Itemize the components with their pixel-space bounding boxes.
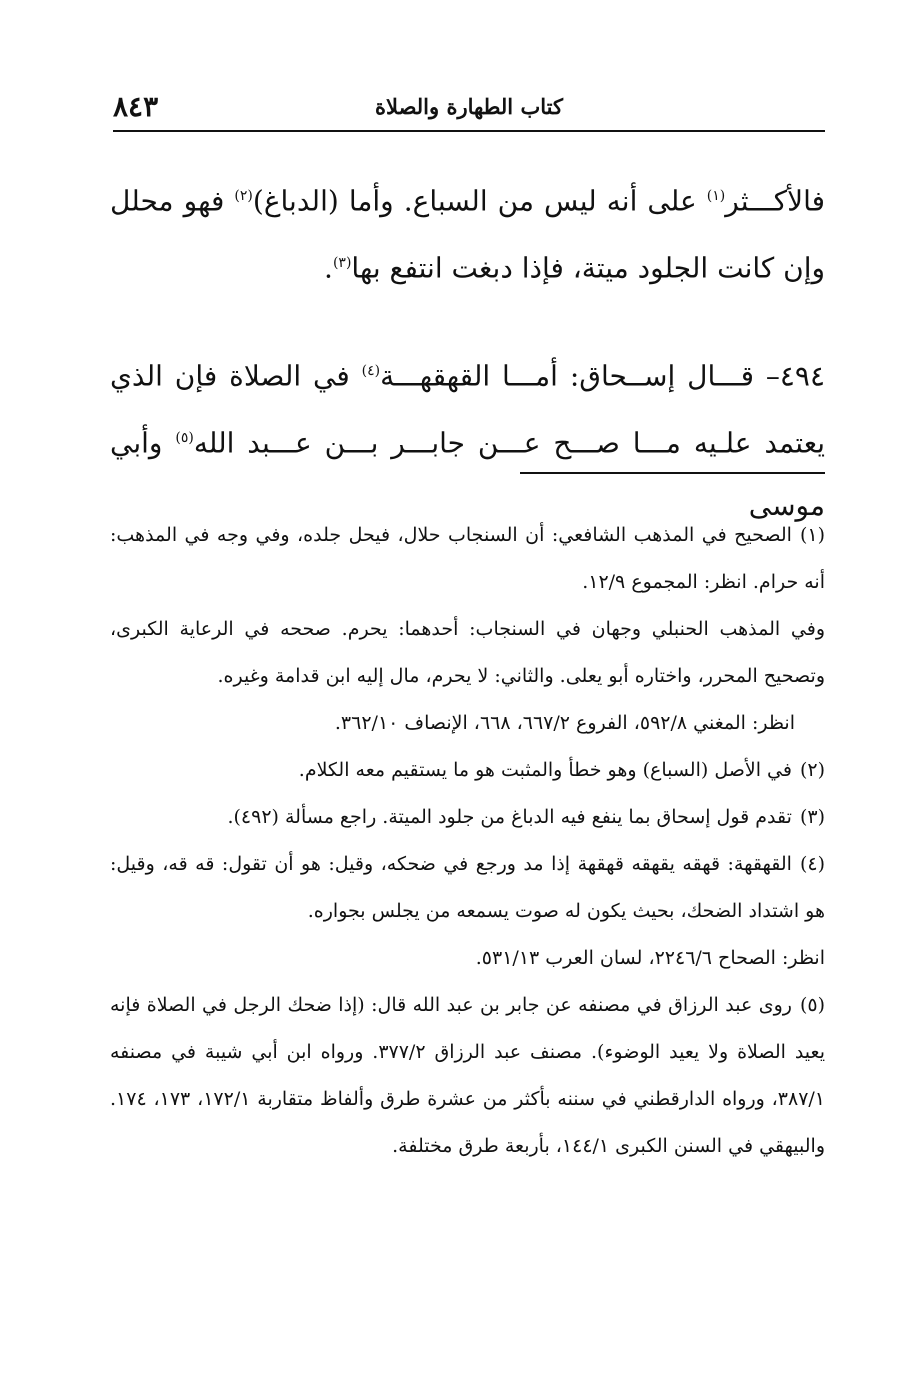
footnotes bbox=[110, 512, 825, 1170]
footnote-text: وفي المذهب الحنبلي وجهان في السنجاب: أحدهما: يحرم. صححه في الرعاية الكبرى، وتصحيح المحرر، واختاره أبو يعلى. والثاني: لا يحرم، مال إليه ابن قدامة وغيره. bbox=[110, 618, 825, 687]
footnote-text: انظر: المغني ٥٩٢/٨، الفروع ٦٦٧/٢، ٦٦٨، الإنصاف ٣٦٢/١٠. bbox=[334, 712, 795, 734]
page-number: ٨٤٣ bbox=[113, 90, 159, 123]
text-run: . bbox=[324, 251, 333, 285]
text-run: على أنه ليس من السباع. وأما (الدباغ) bbox=[252, 184, 707, 218]
text-run: وأبي موسى bbox=[110, 426, 825, 523]
footnote-number: (٢) bbox=[799, 759, 825, 781]
text-run: فهو محلل وإن كانت الجلود ميتة، فإذا دبغت انتفع بها bbox=[110, 184, 825, 285]
text-run: فالأكـــثر bbox=[725, 184, 825, 218]
main-paragraph-1 bbox=[110, 165, 825, 300]
footnote-text: الصحيح في المذهب الشافعي: أن السنجاب حلال، فيحل جلده، وفي وجه في المذهب: أنه حرام. انظر: المجموع ١٢/٩. bbox=[110, 524, 825, 593]
footnote-number: (٥) bbox=[799, 994, 825, 1016]
footnote-ref-5[interactable]: (٥) bbox=[175, 429, 194, 446]
footnote-ref-4[interactable]: (٤) bbox=[361, 362, 381, 379]
text-run: في الصلاة فإن الذي يعتمد علـيه مـــا صـــح عـــن جابـــر بـــن عـــبد الله bbox=[110, 358, 825, 460]
footnote-1 bbox=[110, 512, 825, 606]
footnote-separator bbox=[520, 472, 825, 474]
main-paragraph-2 bbox=[110, 340, 825, 538]
running-header bbox=[113, 90, 825, 132]
footnote-text: في الأصل (السباع) وهو خطأ والمثبت هو ما يستقيم معه الكلام. bbox=[298, 759, 792, 781]
footnote-number: (٤) bbox=[799, 853, 825, 875]
footnote-ref-1[interactable]: (١) bbox=[706, 188, 726, 204]
footnote-number: (١) bbox=[799, 524, 825, 546]
footnote-number: (٣) bbox=[799, 806, 825, 828]
footnote-1-reference bbox=[110, 700, 825, 747]
footnote-1-continued bbox=[110, 606, 825, 700]
footnote-ref-3[interactable]: (٣) bbox=[332, 255, 352, 272]
footnote-5 bbox=[110, 982, 825, 1170]
footnote-text: انظر: الصحاح ٢٢٤٦/٦، لسان العرب ٥٣١/١٣. bbox=[475, 947, 825, 969]
footnote-text: تقدم قول إسحاق بما ينفع فيه الدباغ من جلود الميتة. راجع مسألة (٤٩٢). bbox=[227, 806, 792, 828]
footnote-4-reference bbox=[110, 935, 825, 982]
text-run: ٤٩٤– قـــال إســحاق: أمـــا القهقهـــة bbox=[380, 358, 825, 392]
footnote-4 bbox=[110, 841, 825, 935]
main-text bbox=[110, 165, 825, 537]
footnote-3 bbox=[110, 794, 825, 841]
footnote-2 bbox=[110, 747, 825, 794]
footnote-ref-2[interactable]: (٢) bbox=[234, 188, 253, 204]
header-title: كتاب الطهارة والصلاة bbox=[375, 94, 563, 119]
footnote-text: القهقهة: قهقه يقهقه قهقهة إذا مد ورجع في ضحكه، وقيل: هو أن تقول: قه قه، وقيل: هو اشتداد الضحك، بحيث يكون له صوت يسمعه من يجلس بجواره. bbox=[110, 853, 825, 922]
footnote-text: روى عبد الرزاق في مصنفه عن جابر بن عبد الله قال: (إذا ضحك الرجل في الصلاة فإنه يعيد الصلاة ولا يعيد الوضوء). مصنف عبد الرزاق ٣٧٧/٢. ورواه ابن أبي شيبة في مصنفه ٣٨٧/١، ورواه الدارقطني في سننه بأكثر من عشرة طرق وألفاظ متقاربة ١٧٢/١، ١٧٣، ١٧٤. والبيهقي في السنن الكبرى ١٤٤/١، بأربعة طرق مختلفة. bbox=[110, 994, 826, 1157]
